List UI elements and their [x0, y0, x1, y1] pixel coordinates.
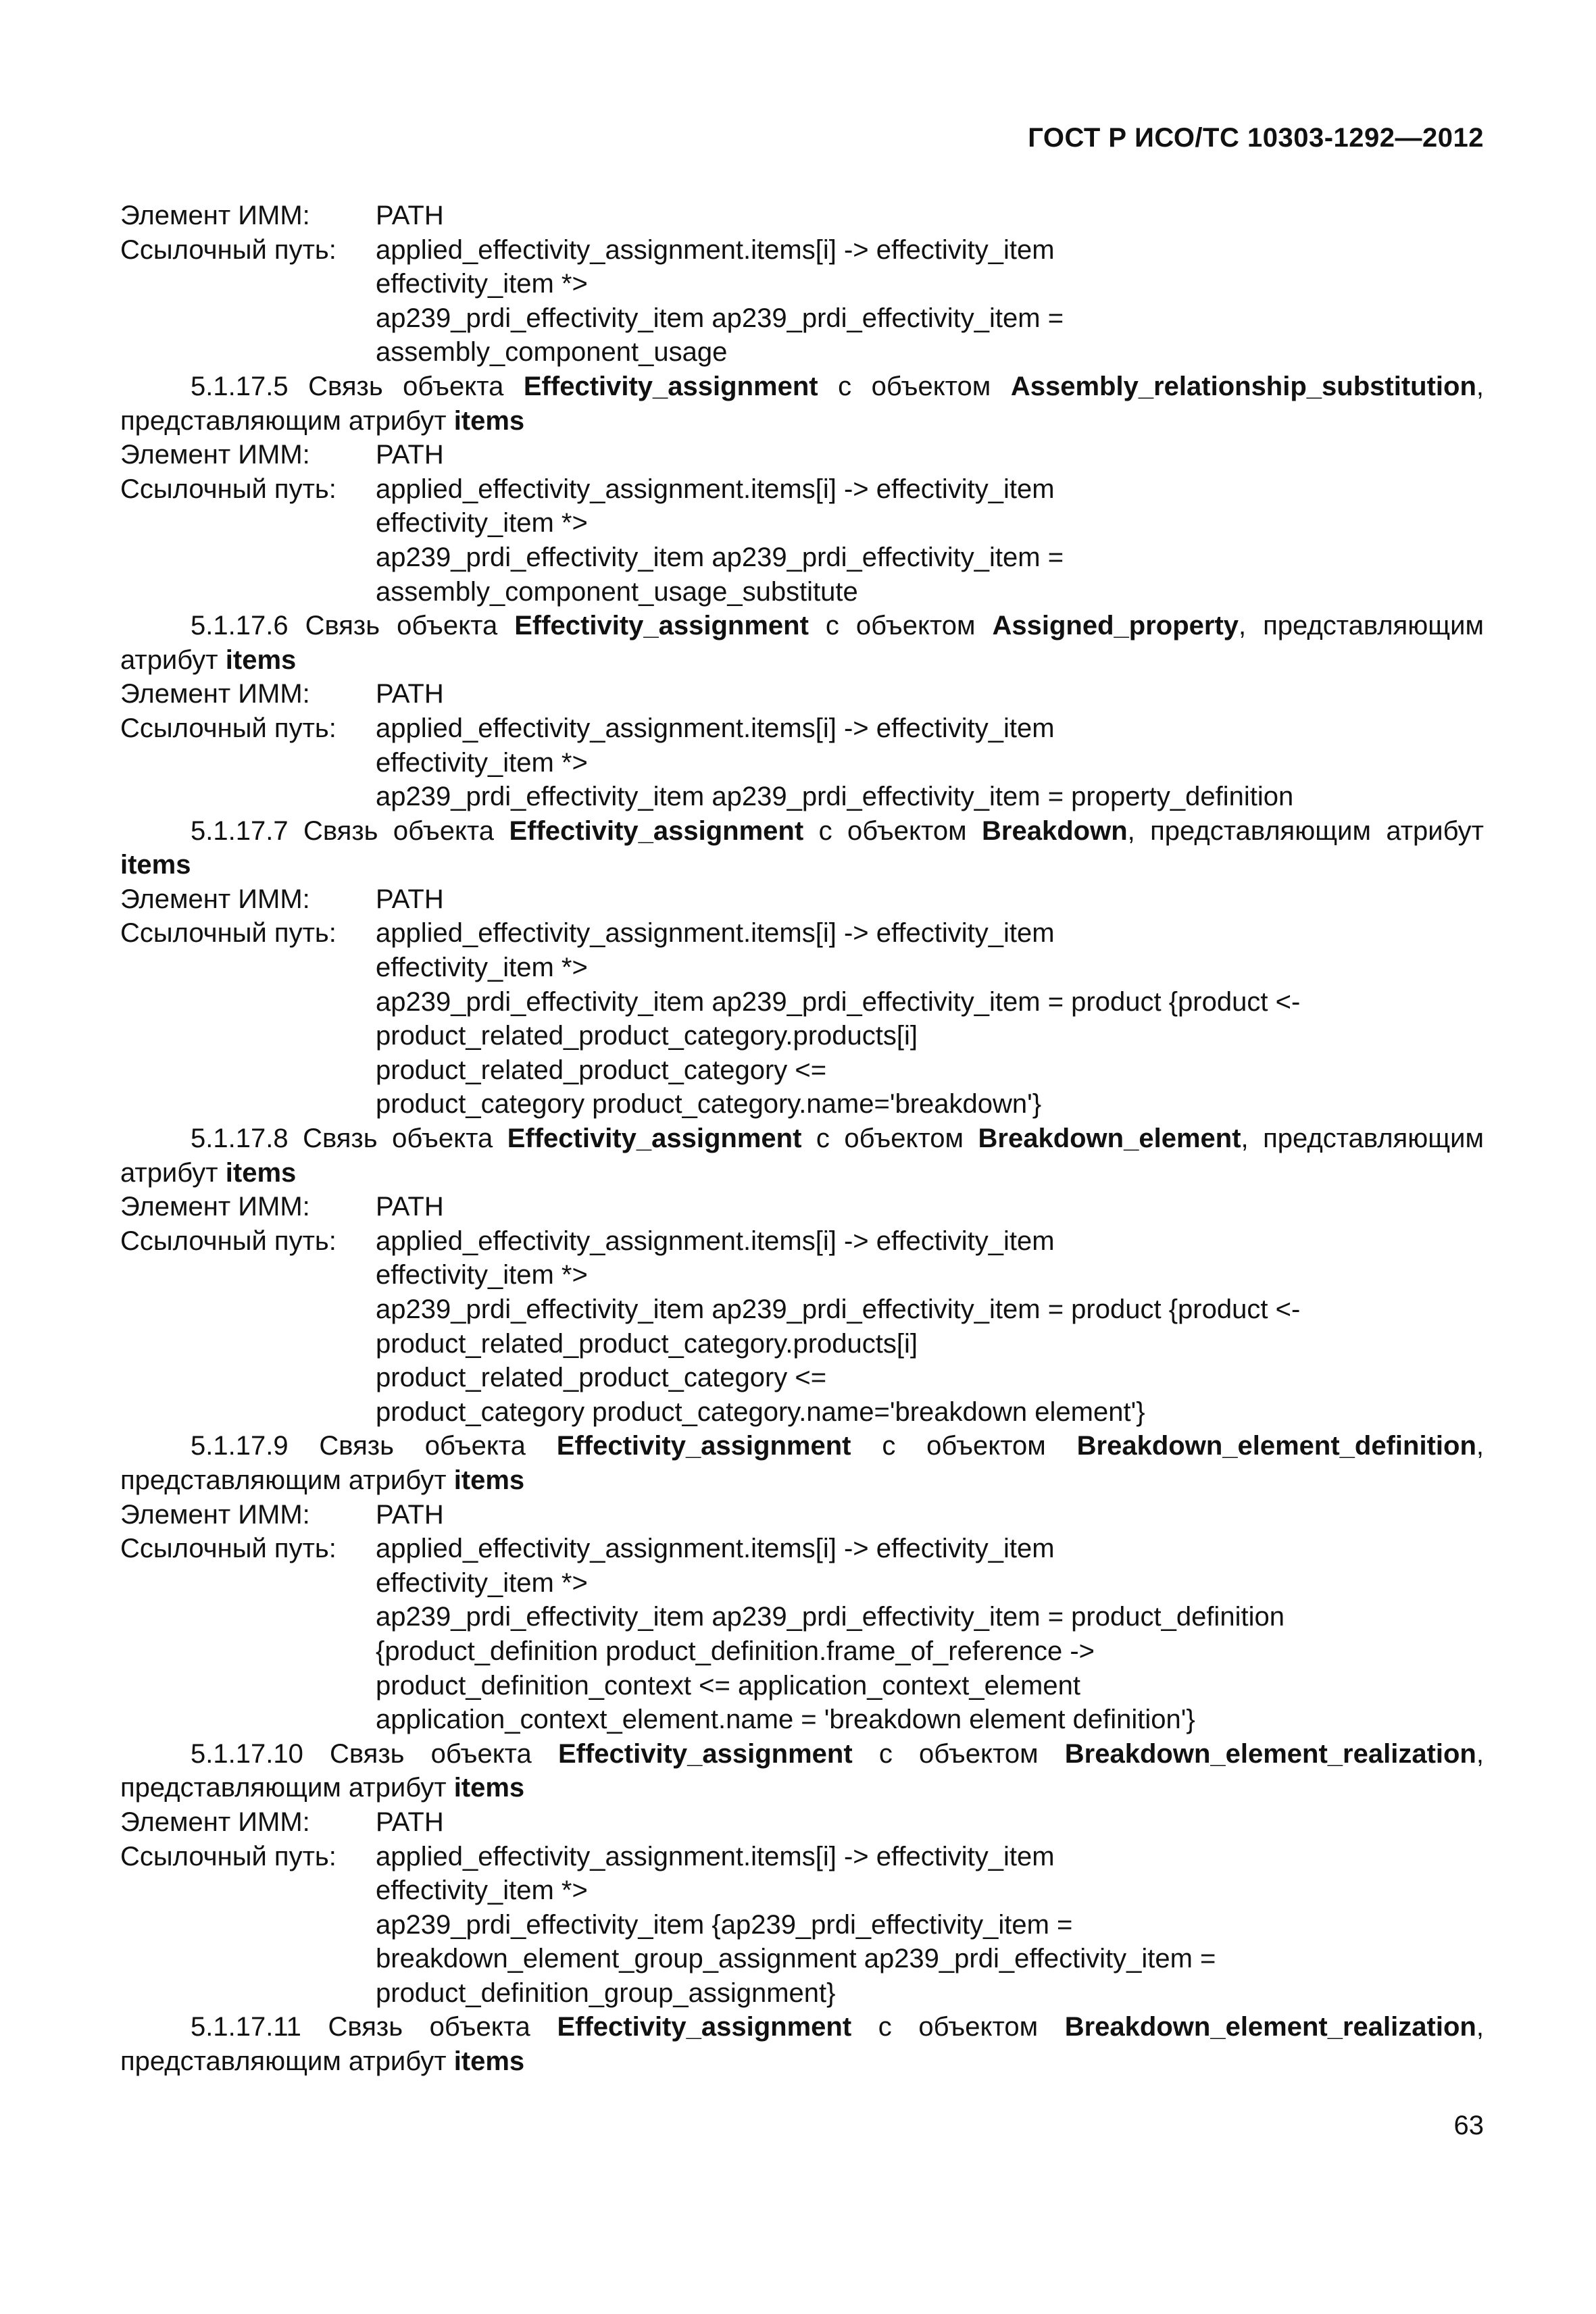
element-value: PATH [376, 1192, 444, 1222]
path-line: applied_effectivity_assignment.items[i] -> effectivity_item [376, 918, 1055, 949]
entity-name: Assigned_property [992, 611, 1239, 641]
clause-text: Связь объекта [319, 1431, 526, 1461]
document-code-header: ГОСТ Р ИСО/ТС 10303-1292—2012 [1028, 123, 1484, 153]
clause-text: , представляющим атрибут [1127, 815, 1484, 846]
path-line: product_related_product_category.products[i] [376, 1021, 918, 1051]
reference-path-row [120, 233, 1484, 370]
path-line: ap239_prdi_effectivity_item ap239_prdi_effectivity_item = product {product <- [376, 1294, 1301, 1324]
clause-text: Связь объекта [328, 2012, 530, 2042]
document-body [120, 199, 1484, 2079]
path-line: ap239_prdi_effectivity_item ap239_prdi_effectivity_item = property_definition [376, 782, 1294, 812]
reference-path-label: Ссылочный путь: [120, 1841, 336, 1871]
element-label: Элемент ИММ: [120, 1192, 310, 1222]
entity-name: Effectivity_assignment [556, 1431, 851, 1461]
path-line: product_definition_group_assignment} [376, 1978, 836, 2008]
mapping-block [120, 882, 1484, 1122]
element-label: Элемент ИММ: [120, 1499, 310, 1530]
attribute-name: items [453, 2046, 525, 2077]
reference-path-label: Ссылочный путь: [120, 1534, 336, 1564]
clause-number: 5.1.17.9 [191, 1431, 289, 1461]
element-value: PATH [376, 884, 444, 914]
attribute-name: items [120, 850, 191, 880]
clause-text: с объектом [878, 2012, 1039, 2042]
clause-paragraph [120, 370, 1484, 438]
element-label: Элемент ИММ: [120, 201, 310, 230]
path-line: product_related_product_category <= [376, 1363, 827, 1393]
element-row [120, 1805, 1484, 1840]
reference-path-row [120, 1532, 1484, 1737]
path-line: product_related_product_category.products[i] [376, 1328, 918, 1359]
attribute-name: items [225, 1157, 297, 1188]
clause-text: Связь объекта [303, 815, 495, 846]
element-row [120, 1190, 1484, 1224]
reference-path-label: Ссылочный путь: [120, 1226, 336, 1256]
reference-path-value [376, 1532, 1484, 1737]
reference-path-label: Ссылочный путь: [120, 918, 336, 949]
reference-path-value [376, 233, 1484, 370]
path-line: application_context_element.name = 'breakdown element definition'} [376, 1705, 1195, 1735]
entity-name: Effectivity_assignment [557, 2012, 852, 2042]
entity-name: Breakdown_element_realization [1064, 1738, 1476, 1769]
path-line: ap239_prdi_effectivity_item ap239_prdi_effectivity_item = [376, 542, 1064, 572]
clause-text: с объектом [878, 1738, 1039, 1769]
element-row [120, 1498, 1484, 1532]
path-line: ap239_prdi_effectivity_item {ap239_prdi_effectivity_item = [376, 1909, 1073, 1940]
clause-paragraph [120, 2010, 1484, 2078]
element-value: PATH [376, 1499, 444, 1530]
clause-number: 5.1.17.6 [191, 611, 289, 641]
element-row [120, 438, 1484, 472]
path-line: applied_effectivity_assignment.items[i] -> effectivity_item [376, 1841, 1055, 1871]
element-label: Элемент ИММ: [120, 440, 310, 470]
attribute-name: items [453, 1773, 525, 1803]
mapping-block [120, 677, 1484, 813]
path-line: ap239_prdi_effectivity_item ap239_prdi_effectivity_item = product {product <- [376, 986, 1301, 1017]
clause-text: Связь объекта [329, 1738, 532, 1769]
path-line: effectivity_item *> [376, 953, 588, 983]
clause-paragraph [120, 1737, 1484, 1805]
element-value: PATH [376, 201, 444, 230]
entity-name: Breakdown [982, 815, 1128, 846]
path-line: applied_effectivity_assignment.items[i] -> effectivity_item [376, 1534, 1055, 1564]
element-row [120, 882, 1484, 917]
path-line: effectivity_item *> [376, 747, 588, 778]
path-line: ap239_prdi_effectivity_item ap239_prdi_effectivity_item = [376, 303, 1064, 333]
clause-paragraph [120, 1122, 1484, 1190]
path-line: effectivity_item *> [376, 1260, 588, 1290]
path-line: applied_effectivity_assignment.items[i] -> effectivity_item [376, 713, 1055, 743]
reference-path-label: Ссылочный путь: [120, 234, 336, 265]
clause-text: с объектом [818, 815, 967, 846]
reference-path-row [120, 1224, 1484, 1430]
entity-name: Effectivity_assignment [507, 1124, 802, 1154]
clause-text: с объектом [825, 611, 976, 641]
path-line: breakdown_element_group_assignment ap239_prdi_effectivity_item = [376, 1944, 1216, 1974]
clause-text: , представляющим атрибут [120, 611, 1484, 675]
clause-text: , представляющим атрибут [120, 2012, 1484, 2077]
entity-name: Breakdown_element_realization [1064, 2012, 1476, 2042]
path-line: effectivity_item *> [376, 1876, 588, 1906]
path-line: applied_effectivity_assignment.items[i] -> effectivity_item [376, 474, 1055, 504]
clause-text: с объектом [838, 371, 991, 401]
attribute-name: items [453, 405, 525, 436]
clause-number: 5.1.17.11 [191, 2012, 301, 2042]
mapping-block [120, 1805, 1484, 2011]
entity-name: Assembly_relationship_substitution [1010, 371, 1476, 401]
path-line: product_category product_category.name='breakdown element'} [376, 1397, 1145, 1427]
reference-path-value [376, 1840, 1484, 2011]
entity-name: Effectivity_assignment [514, 611, 809, 641]
reference-path-value [376, 1224, 1484, 1430]
path-line: assembly_component_usage_substitute [376, 576, 858, 607]
path-line: {product_definition product_definition.frame_of_reference -> [376, 1636, 1095, 1666]
element-label: Элемент ИММ: [120, 679, 310, 709]
element-row [120, 199, 1484, 233]
path-line: assembly_component_usage [376, 337, 728, 368]
path-line: product_definition_context <= application_context_element [376, 1670, 1080, 1701]
element-value: PATH [376, 440, 444, 470]
path-line: applied_effectivity_assignment.items[i] -> effectivity_item [376, 1226, 1055, 1256]
reference-path-row [120, 711, 1484, 814]
clause-number: 5.1.17.5 [191, 371, 289, 401]
clause-text: , представляющим атрибут [120, 371, 1485, 436]
mapping-block [120, 199, 1484, 370]
clause-number: 5.1.17.8 [191, 1124, 289, 1154]
clause-paragraph [120, 1429, 1484, 1497]
element-value: PATH [376, 679, 444, 709]
element-label: Элемент ИММ: [120, 1807, 310, 1837]
clause-text: Связь объекта [308, 371, 504, 401]
clause-text: с объектом [816, 1124, 964, 1154]
clause-number: 5.1.17.7 [191, 815, 289, 846]
mapping-block [120, 1498, 1484, 1737]
mapping-block [120, 438, 1484, 609]
entity-name: Breakdown_element [978, 1124, 1241, 1154]
element-value: PATH [376, 1807, 444, 1837]
clause-text: , представляющим атрибут [120, 1124, 1484, 1188]
path-line: effectivity_item *> [376, 508, 588, 538]
entity-name: Effectivity_assignment [509, 815, 804, 846]
attribute-name: items [225, 645, 297, 675]
clause-text: с объектом [882, 1431, 1046, 1461]
clause-paragraph [120, 814, 1484, 882]
entity-name: Breakdown_element_definition [1076, 1431, 1476, 1461]
reference-path-value [376, 711, 1484, 814]
path-line: product_related_product_category <= [376, 1055, 827, 1085]
reference-path-label: Ссылочный путь: [120, 474, 336, 504]
attribute-name: items [453, 1465, 525, 1495]
clause-text: , представляющим атрибут [120, 1738, 1484, 1803]
reference-path-row [120, 916, 1484, 1122]
reference-path-value [376, 472, 1484, 609]
clause-text: Связь объекта [305, 611, 498, 641]
path-line: ap239_prdi_effectivity_item ap239_prdi_effectivity_item = product_definition [376, 1602, 1285, 1632]
path-line: applied_effectivity_assignment.items[i] -> effectivity_item [376, 234, 1055, 265]
clause-text: , представляющим атрибут [120, 1431, 1484, 1495]
element-row [120, 677, 1484, 711]
reference-path-label: Ссылочный путь: [120, 713, 336, 743]
reference-path-row [120, 472, 1484, 609]
path-line: product_category product_category.name='breakdown'} [376, 1089, 1042, 1120]
reference-path-value [376, 916, 1484, 1122]
clause-text: Связь объекта [303, 1124, 493, 1154]
clause-paragraph [120, 609, 1484, 677]
clause-number: 5.1.17.10 [191, 1738, 303, 1769]
entity-name: Effectivity_assignment [523, 371, 818, 401]
mapping-block [120, 1190, 1484, 1429]
path-line: effectivity_item *> [376, 269, 588, 299]
path-line: effectivity_item *> [376, 1567, 588, 1598]
reference-path-row [120, 1840, 1484, 2011]
element-label: Элемент ИММ: [120, 884, 310, 914]
page-number: 63 [1453, 2111, 1484, 2140]
entity-name: Effectivity_assignment [557, 1738, 853, 1769]
